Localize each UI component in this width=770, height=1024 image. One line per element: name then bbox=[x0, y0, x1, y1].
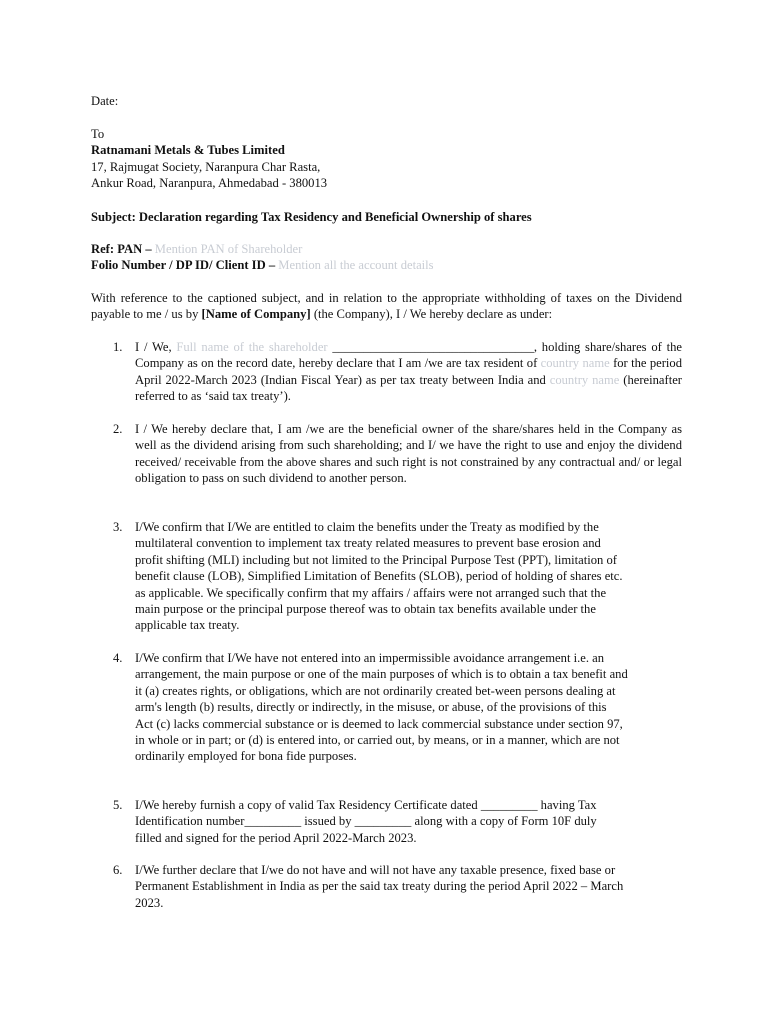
item1-text-a: I / We, bbox=[135, 340, 177, 354]
item-number: 4. bbox=[113, 651, 123, 665]
ref-pan-label: Ref: PAN – bbox=[91, 242, 152, 256]
country-name-placeholder-1[interactable]: country name bbox=[540, 356, 610, 371]
item-line: ordinarily employed for bona fide purposes. bbox=[135, 749, 357, 764]
list-item-4 bbox=[113, 650, 682, 765]
item-line: 2023. bbox=[135, 895, 164, 910]
pan-placeholder[interactable]: Mention PAN of Shareholder bbox=[154, 242, 303, 256]
item-number: 1. bbox=[113, 340, 123, 354]
recipient-block bbox=[91, 126, 682, 192]
intro-paragraph bbox=[91, 290, 682, 323]
item-number: 3. bbox=[113, 520, 123, 534]
item-line: it (a) creates rights, or obligations, which are not ordinarily created bet-ween persons dealing at bbox=[135, 683, 616, 698]
item-number: 6. bbox=[113, 863, 123, 877]
item-line: filled and signed for the period April 2022-March 2023. bbox=[135, 830, 417, 845]
item1-text-d: (hereinafter referred to as ‘said tax treaty’). bbox=[135, 372, 682, 404]
item1-text-b: ________________________________, holding share/shares of the Company as on the record date, hereby declare that I am /we are tax resident of bbox=[135, 340, 682, 371]
item-line: I/We confirm that I/We are entitled to claim the benefits under the Treaty as modified by the bbox=[135, 520, 599, 534]
item-line: benefit clause (LOB), Simplified Limitation of Benefits (SLOB), period of holding of shares etc. bbox=[135, 569, 623, 584]
recipient-address-line2: Ankur Road, Naranpura, Ahmedabad - 380013 bbox=[91, 176, 328, 191]
to-label: To bbox=[91, 127, 105, 141]
list-item-1 bbox=[113, 339, 682, 405]
list-item-2 bbox=[113, 421, 682, 487]
recipient-company: Ratnamani Metals & Tubes Limited bbox=[91, 143, 285, 158]
intro-text-2: (the Company), I / We hereby declare as under: bbox=[310, 307, 553, 322]
item-line: arm's length (b) results, directly or indirectly, in the misuse, or abuse, of the provisions of this bbox=[135, 700, 607, 715]
ref-pan-line bbox=[91, 241, 682, 257]
item-line: Identification number_________ issued by _________ along with a copy of Form 10F duly bbox=[135, 814, 597, 829]
item-line: I/We confirm that I/We have not entered into an impermissible avoidance arrangement i.e. an bbox=[135, 651, 605, 665]
intro-company-name: [Name of Company] bbox=[201, 307, 311, 322]
folio-placeholder[interactable]: Mention all the account details bbox=[278, 258, 434, 273]
item-line: Act (c) lacks commercial substance or is deemed to lack commercial substance under section 97, bbox=[135, 716, 623, 731]
item-line: main purpose or the principal purpose thereof was to obtain tax benefits available under the bbox=[135, 602, 596, 617]
country-name-placeholder-2[interactable]: country name bbox=[549, 372, 620, 387]
ref-folio-label: Folio Number / DP ID/ Client ID – bbox=[91, 258, 276, 273]
item1-text-c: for the period April 2022-March 2023 (Indian Fiscal Year) as per tax treaty between India and bbox=[135, 356, 682, 387]
item-line: Permanent Establishment in India as per the said tax treaty during the period April 2022 – March bbox=[135, 879, 624, 894]
item-text: I / We hereby declare that, I am /we are the beneficial owner of the share/shares held in the Company as well as the dividend arising from such shareholding; and I/ we have the right to use and enjoy the dividend received/ receivable from the above shares and such right is not constrained by any contractual and/ or legal obligation to pass on such dividend to another person. bbox=[135, 422, 682, 486]
item-line: in whole or in part; or (d) is entered into, or carried out, by means, or in a manner, which are not bbox=[135, 733, 620, 748]
item-line: as applicable. We specifically confirm that my affairs / affairs were not arranged such that the bbox=[135, 585, 607, 600]
item-line: I/We further declare that I/we do not have and will not have any taxable presence, fixed base or bbox=[135, 863, 616, 877]
intro-text-1: With reference to the captioned subject, and in relation to the appropriate withholding of taxes on the Dividend payable to me / us by bbox=[91, 291, 682, 322]
item-text bbox=[135, 519, 682, 634]
recipient-address-line1: 17, Rajmugat Society, Naranpura Char Rasta, bbox=[91, 159, 321, 174]
item-line: profit shifting (MLI) including but not limited to the Principal Purpose Test (PPT), limitation of bbox=[135, 552, 617, 567]
reference-block bbox=[91, 241, 682, 274]
item-number: 5. bbox=[113, 798, 123, 812]
item-line: arrangement, the main purpose or one of the main purposes of which is to obtain a tax benefit and bbox=[135, 667, 628, 682]
shareholder-name-placeholder[interactable]: Full name of the shareholder bbox=[176, 340, 328, 354]
date-label: Date: bbox=[91, 94, 119, 108]
item-line: I/We hereby furnish a copy of valid Tax Residency Certificate dated _________ having Tax bbox=[135, 798, 597, 812]
item-text bbox=[135, 650, 682, 765]
item-text bbox=[135, 862, 682, 911]
list-item-6 bbox=[113, 862, 682, 911]
item-number: 2. bbox=[113, 422, 123, 436]
item-line: multilateral convention to implement tax treaty related measures to prevent base erosion and bbox=[135, 536, 601, 551]
list-item-5 bbox=[113, 797, 682, 846]
list-item-3 bbox=[113, 519, 682, 634]
item-text bbox=[135, 339, 682, 405]
item-text bbox=[135, 797, 682, 846]
ref-folio-line bbox=[91, 257, 682, 273]
item-line: applicable tax treaty. bbox=[135, 618, 240, 633]
subject-line: Subject: Declaration regarding Tax Residency and Beneficial Ownership of shares bbox=[91, 210, 532, 224]
